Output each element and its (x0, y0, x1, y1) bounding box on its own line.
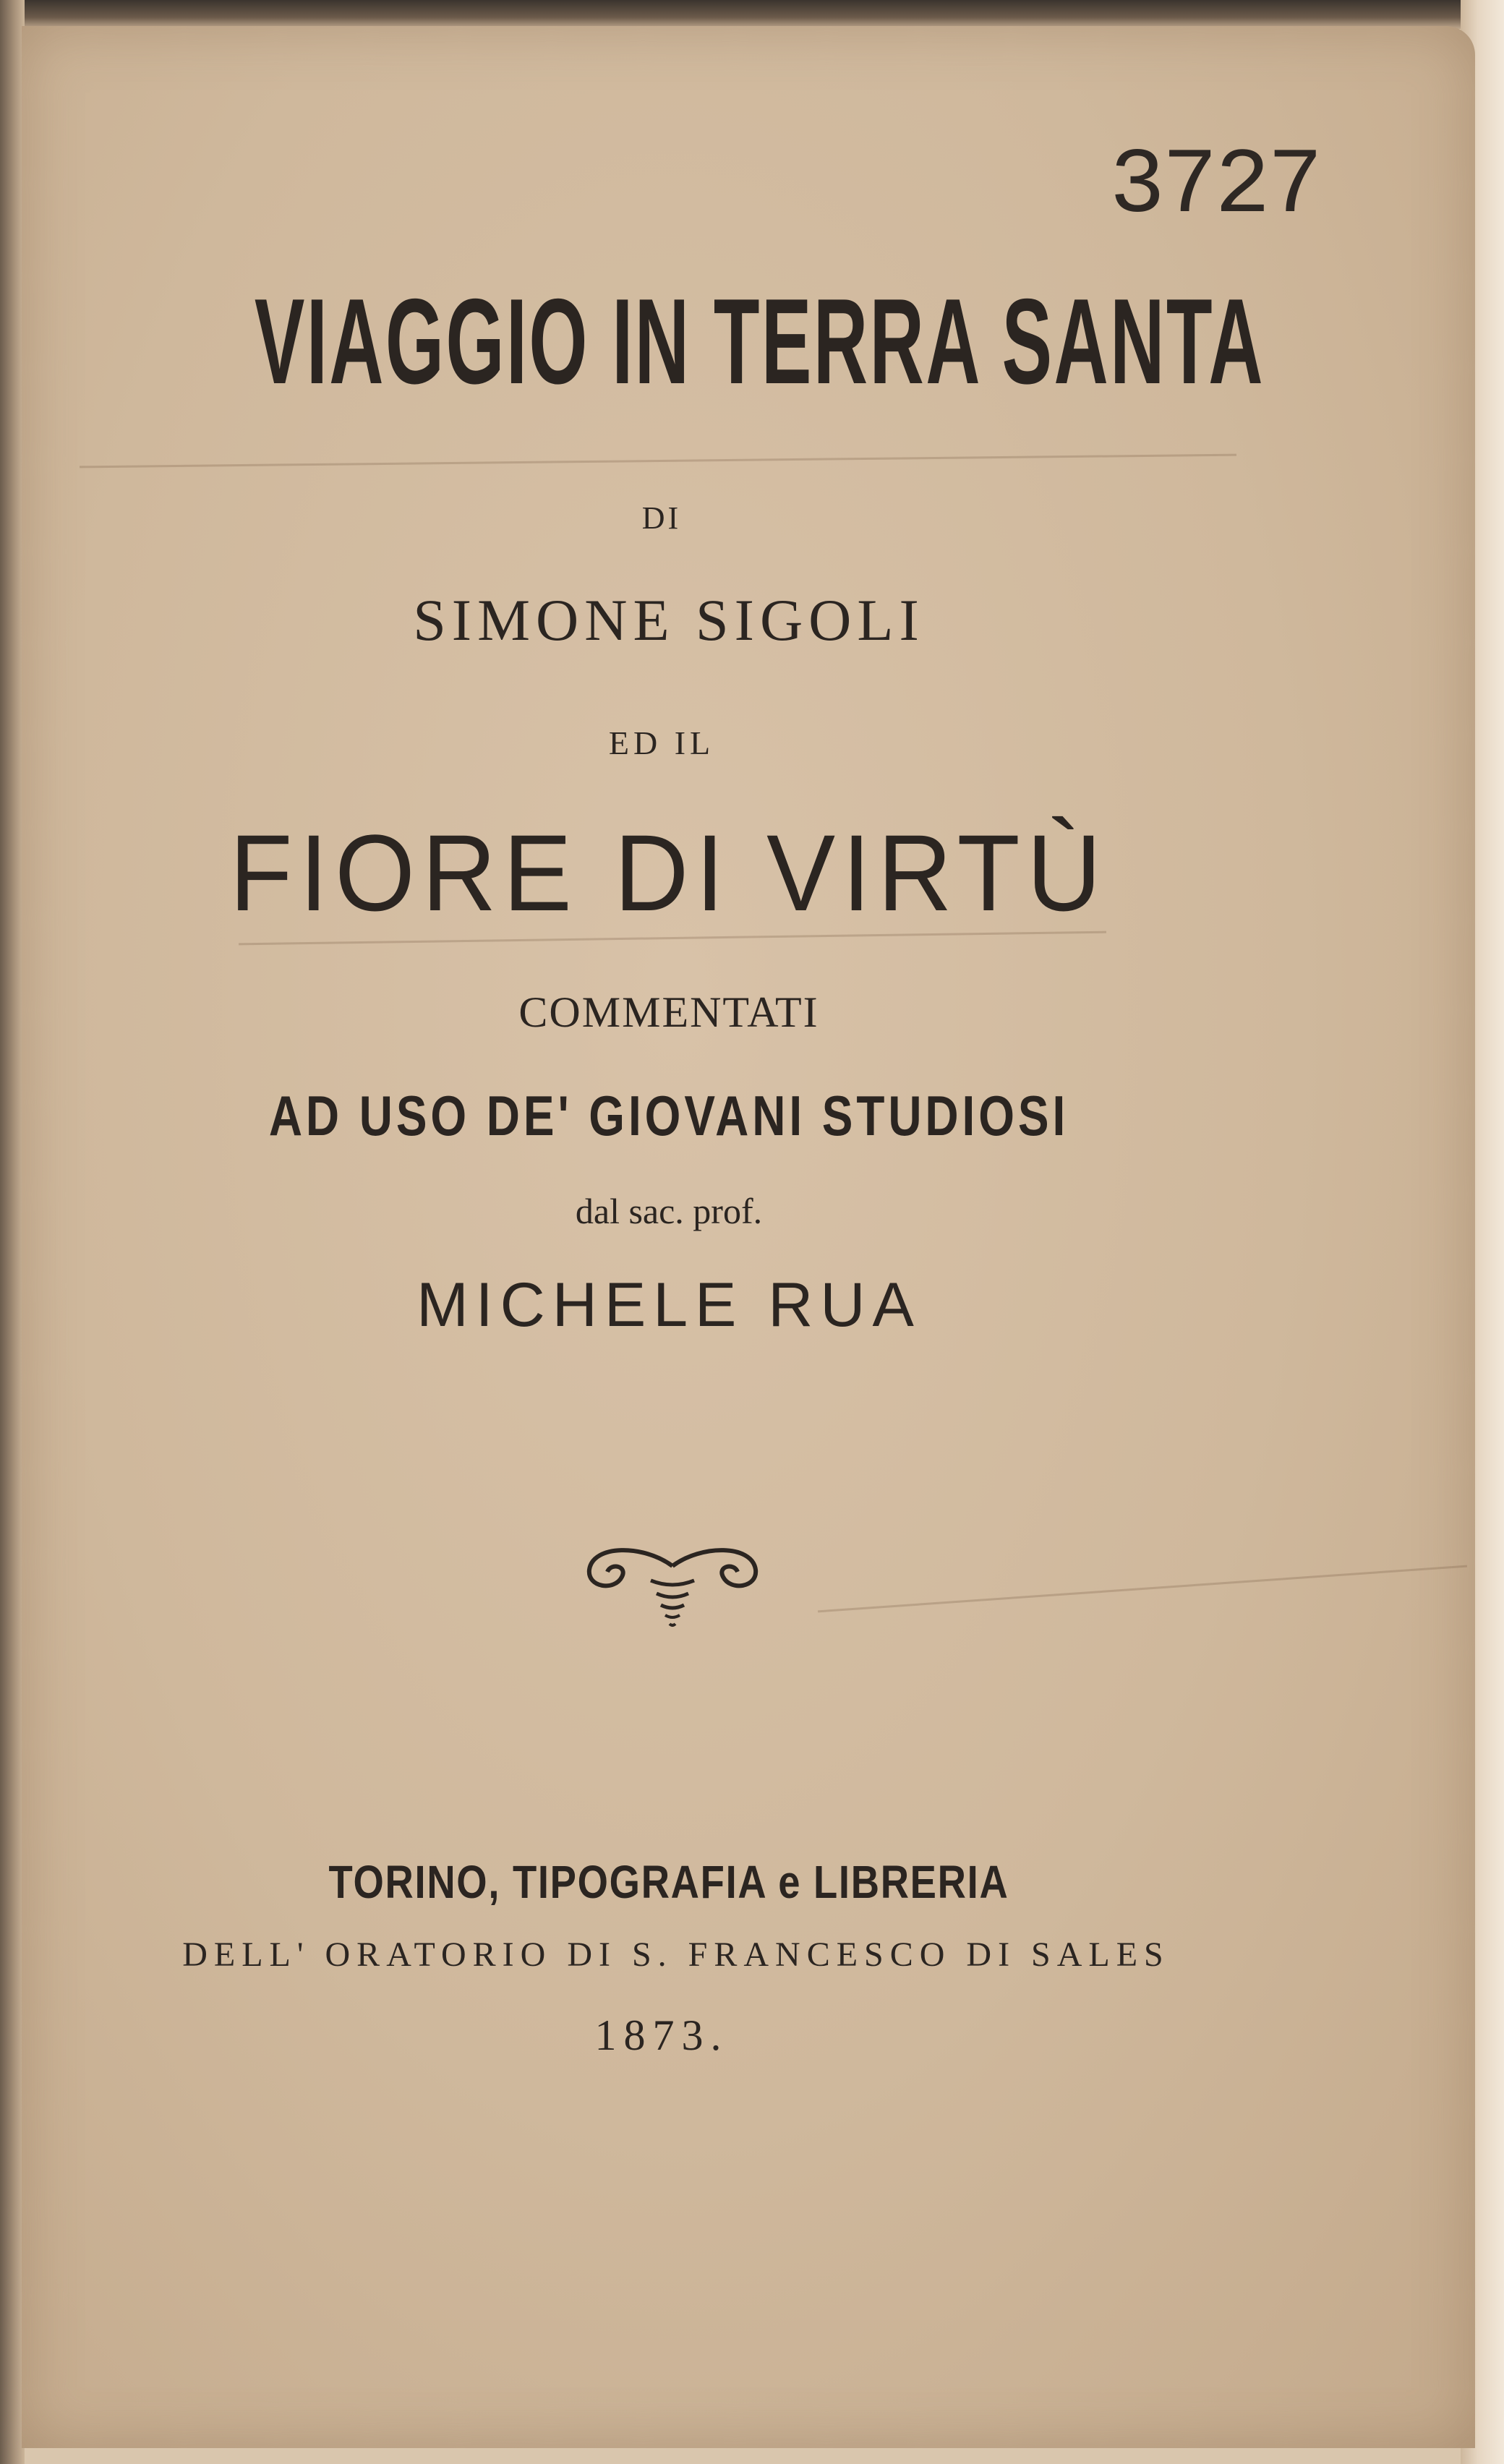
paper-cover (22, 26, 1475, 2448)
catalog-number-stamp: 3727 (1109, 134, 1320, 239)
book-title: VIAGGIO IN TERRA SANTA (254, 273, 1265, 409)
book-left-edge (0, 0, 25, 2464)
commentati-line: COMMENTATI (518, 988, 819, 1036)
publisher-line: TORINO, TIPOGRAFIA e LIBRERIA (328, 1856, 1009, 1908)
editor-name: MICHELE RUA (416, 1270, 921, 1340)
audience-line: AD USO DE' GIOVANI STUDIOSI (268, 1084, 1069, 1147)
fleuron-ornament-icon (578, 1537, 766, 1646)
editor-title: dal sac. prof. (575, 1191, 763, 1231)
paper-crease (818, 1565, 1467, 1613)
publisher-address: DELL' ORATORIO DI S. FRANCESCO DI SALES (182, 1935, 1170, 1974)
pencil-underline (80, 454, 1236, 469)
book-subtitle: FIORE DI VIRTÙ (229, 812, 1108, 933)
by-line: DI (641, 500, 682, 536)
publication-year: 1873. (594, 2011, 729, 2059)
conjunction-line: ED IL (608, 724, 715, 761)
author-name: SIMONE SIGOLI (413, 587, 925, 653)
book-top-edge (0, 0, 1504, 29)
